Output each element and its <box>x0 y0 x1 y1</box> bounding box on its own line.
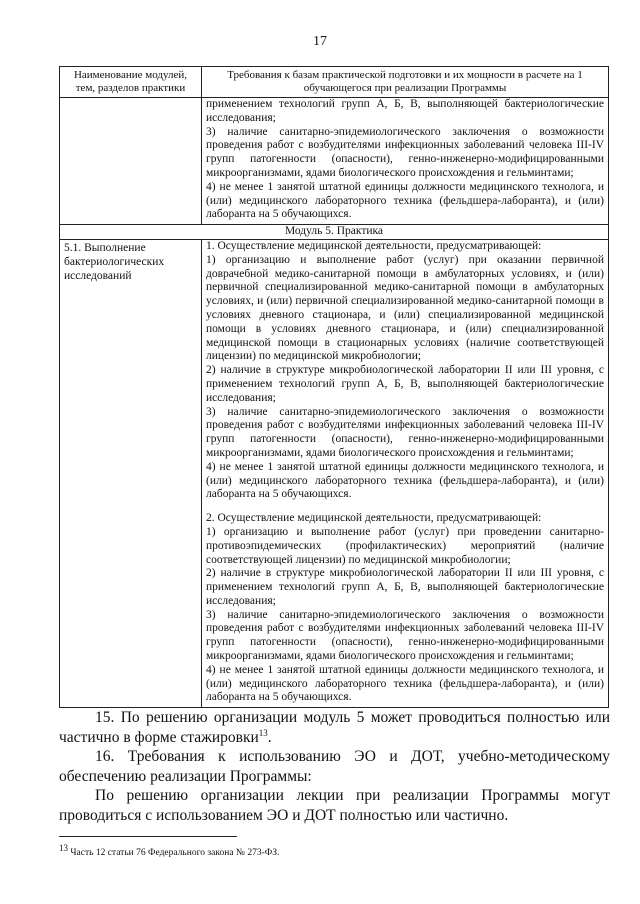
header-requirements: Требования к базам практической подготовки и их мощности в расчете на 1 обучающегося при реализации Программы <box>202 67 609 98</box>
block1-item: 4) не менее 1 занятой штатной единицы должности медицинского технолога, и (или) медицинского лабораторного техника (фельдшера-лаборанта), и (или) лаборанта на 5 обучающихся. <box>206 460 604 501</box>
section-name: 5.1. Выполнение бактериологических исследований <box>60 239 202 707</box>
requirements-table <box>59 66 609 708</box>
header-modules: Наименование модулей, тем, разделов практики <box>60 67 202 98</box>
paragraph-16-text: 16. Требования к использованию ЭО и ДОТ, учебно-методическому обеспечению реализации Программы: <box>59 748 610 785</box>
continuation-line: 3) наличие санитарно-эпидемиологического заключения о возможности проведения работ с возбудителями инфекционных заболеваний человека III-IV групп патогенности (опасности), генно-инженерно-модифицированными микроорганизмами, ядами биологического происхождения и гельминтами; <box>206 125 604 179</box>
block1-item: 1) организацию и выполнение работ (услуг) при оказании первичной доврачебной медико-санитарной помощи в амбулаторных условиях, и (или) первичной специализированной медико-санитарной помощи в амбулаторных условиях, и (или) первичной специализированной медико-санитарной помощи в условиях дневного стационара, и (или) специализированной медицинской помощи в условиях дневного стационара, и (или) специализированной медицинской помощи в стационарных условиях (наличие соответствующей лицензии) по медицинской микробиологии; <box>206 253 604 363</box>
block1-item: 3) наличие санитарно-эпидемиологического заключения о возможности проведения работ с возбудителями инфекционных заболеваний человека III-IV групп патогенности (опасности), генно-инженерно-модифицированными микроорганизмами, ядами биологического происхождения и гельминтами; <box>206 405 604 459</box>
block2-title: 2. Осуществление медицинской деятельности, предусматривающей: <box>206 512 542 525</box>
paragraph-15-text: 15. По решению организации модуль 5 может проводиться полностью или частично в форме стажировки <box>59 709 610 746</box>
paragraph-15-end: . <box>267 728 272 746</box>
footnote-ref: 13 <box>258 727 268 738</box>
block1-title: 1. Осуществление медицинской деятельности, предусматривающей: <box>206 239 542 252</box>
block2-item: 1) организацию и выполнение работ (услуг) при проведении санитарно-противоэпидемических (профилактических) мероприятий (наличие соответствующей лицензии) по медицинской микробиологии; <box>206 525 604 566</box>
module-row <box>60 225 609 240</box>
continuation-line: 4) не менее 1 занятой штатной единицы должности медицинского технолога, и (или) медицинского лабораторного техника (фельдшера-лаборанта), и (или) лаборанта на 5 обучающихся. <box>206 180 604 221</box>
module-title: Модуль 5. Практика <box>60 225 609 240</box>
paragraph-15 <box>59 708 610 747</box>
block2-item: 2) наличие в структуре микробиологической лаборатории II или III уровня, с применением технологий групп А, Б, В, выполняющей бактериологические исследования; <box>206 567 604 607</box>
block2-item: 4) не менее 1 занятой штатной единицы должности медицинского технолога, и (или) медицинского лабораторного техника (фельдшера-лаборанта), и (или) лаборанта на 5 обучающихся. <box>206 663 604 704</box>
block2-item: 3) наличие санитарно-эпидемиологического заключения о возможности проведения работ с возбудителями инфекционных заболеваний человека III-IV групп патогенности (опасности), генно-инженерно-модифицированными микроорганизмами, ядами биологического происхождения и гельминтами; <box>206 608 604 663</box>
paragraph-16b-text: По решению организации лекции при реализации Программы могут проводиться с использованием ЭО и ДОТ полностью или частично. <box>59 787 610 824</box>
continuation-row <box>60 98 609 225</box>
page-number: 17 <box>313 34 327 49</box>
section-requirements <box>202 239 609 707</box>
block1-item: 2) наличие в структуре микробиологической лаборатории II или III уровня, с применением технологий групп А, Б, В, выполняющей бактериологические исследования; <box>206 364 604 404</box>
continuation-cell <box>202 98 609 225</box>
continuation-line: применением технологий групп А, Б, В, выполняющей бактериологические исследования; <box>206 98 604 124</box>
footnote-separator <box>59 836 237 837</box>
footnote-number: 13 <box>59 843 68 853</box>
table-row <box>60 239 609 707</box>
footnote-text: Часть 12 статьи 76 Федерального закона № 273-ФЗ. <box>68 848 280 859</box>
paragraph-16 <box>59 747 610 825</box>
continuation-name-cell <box>60 98 202 225</box>
footnote <box>59 843 280 859</box>
table-header-row <box>60 67 609 98</box>
